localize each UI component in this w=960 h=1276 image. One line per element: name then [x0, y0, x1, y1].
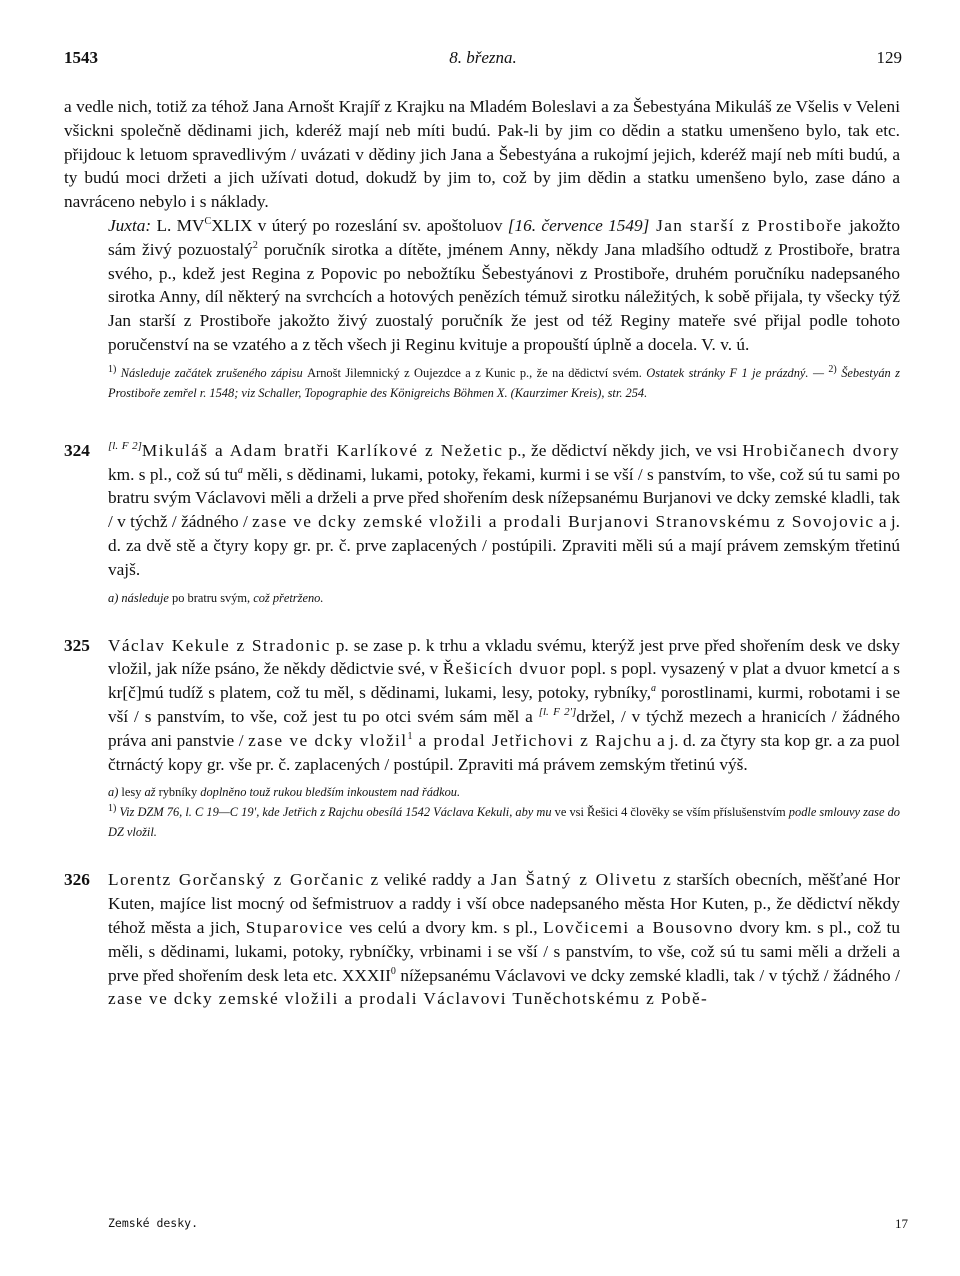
sheet-number: 17 [895, 1216, 908, 1231]
sale-phrase: zase ve dcky zemské vložili a prodali Burjanovi Stranovskému z Sovojovic [252, 512, 875, 532]
folio-ref: [l. F 2] [108, 440, 142, 452]
juxta-person: Jan starší z Prostiboře [649, 215, 850, 235]
entry-number: 326 [64, 870, 90, 890]
juxta-label: Juxta: [108, 215, 152, 235]
page-year: 1543 [64, 48, 98, 67]
entry-324: 324 [l. F 2]Mikuláš a Adam bratři Karlíkové z Nežetic p., že dědictví někdy jich, ve vsi Hrobičanech dvory km. s pl., což sú $tu^a$ měli, s dědinami, lukami, potoky, řekami, kurmi i se vší / s panstvím, to vše, což sú tu sami po bratru svým Václavovi měli a drželi a prve před shořením desk nížepsanému Burjanovi ve dcky zemské kladli, tak / v týchž / žádného / zase ve dcky zemské vložili a prodali Burjanovi Stranovskému z Sovojovic a j. d. za dvě stě a čtyry kopy gr. pr. č. prve zaplacených / postúpili. Zpraviti měli sú a mají právem zemským třetinú vajš. [64, 440, 901, 579]
place-name: Stuparovice [245, 917, 344, 937]
footnote-ref: 2 [252, 240, 258, 252]
document-body [64, 95, 900, 1011]
signature-mark: Zemské desky. [108, 1216, 199, 1230]
running-header [64, 48, 902, 78]
page-number: 129 [876, 48, 902, 67]
footnote: $^{1)}$ Viz DZM 76, l. C 19—C 19', kde Jetřich z Rajchu obesílá 1542 Václava Kekuli, aby mu ve vsi Řešici 4 člověky se vším příslušenstvím podle smlouvy zase do DZ vložil. [108, 803, 900, 840]
party-names: Lorentz Gorčanský z Gorčanic [108, 870, 365, 890]
footnotes-block [64, 588, 900, 608]
entry-number: 324 [64, 440, 90, 460]
continued-entry-text: a vedle nich, totiž za téhož Jana Arnošt Krajíř z Krajku na Mladém Boleslavi a za Šebestyána Mikuláš ze Všelis v Veleni všickni společně dědinami jich, kderéž mají neb míti budú. Pak-li by jim co dědin a statku umenšeno bylo, tak etc. přijdouc k letuom spravedlivým / uvázati v dědiny jich Jana a Šebestyána a rukojmí jejich, kderéž mají neb míti budú, a ty budú moci držeti a jich užívati dotud, dokudž by jim to, což by jim dědin a statku umenšeno bylo, zase dáno a navráceno nebylo i s náklady. [64, 97, 900, 212]
juxta-date: [16. července 1549] [507, 215, 650, 235]
footnote: a) následuje po bratru svým, což přetrženo. [108, 590, 324, 605]
page-date: 8. března. [449, 48, 517, 67]
entry-326: 326 Lorentz Gorčanský z Gorčanic z veliké raddy a Jan Šatný z Olivetu z starších obecních, měšťané Hor Kuten, majíce list mocný od šefmistruov a raddy i vší obce nadepsaného města Hor Kuten, p., že dědictví někdy téhož města a jich, Stuparovice ves celú a dvory km. s pl., Lovčicemi a Bousovno dvory km. s pl., což tu měli, s dědinami, lukami, potoky, rybníčky, vrbinami i se vší / s panstvím, to vše, což sú tu sami měli a drželi a prve před shořením desk leta etc. XXXII$^0$ nížepsanému Václavovi ve dcky zemské kladli, tak / v týchž / žádného / zase ve dcky zemské vložili a prodali Václavovi Tuněchotskému z Pobě- [64, 870, 900, 1009]
entry-number: 325 [64, 635, 90, 655]
sale-phrase: zase ve dcky zemské vložili a prodali Václavovi Tuněchotskému z Pobě- [108, 989, 709, 1009]
footnote: $^{1)}$ Následuje začátek zrušeného zápisu Arnošt Jilemnický z Oujezdce a z Kunic p., že na dědictví svém. Ostatek stránky F 1 je prázdný. — $^{2)}$ Šebestyán z Prostiboře zemřel r. 1548; viz Schaller, Topographie des Königreichs Böhmen X. (Kaurzimer Kreis), str. 254. [108, 363, 901, 400]
party-names: Mikuláš a Adam bratři Karlíkové z Nežetic [141, 440, 504, 460]
folio-ref: [l. F 2'] [538, 706, 577, 719]
party-names: Jan Šatný z Olivetu [490, 870, 658, 890]
footnote: a) lesy až rybníky doplněno touž rukou bledším inkoustem nad řádkou. [108, 785, 461, 800]
juxta-paragraph: Juxta: L. $MV^CXLIX$ v úterý po rozeslání sv. apoštoluov [16. července 1549] Jan starší z Prostiboře jakožto sám živý pozuostalý$^2$ poručník sirotka a dítěte, jménem Anny, někdy Jana mladšího odtudž z Prostiboře, bratra svého, p., kdež jest Regina z Popovic po nebožtíku Šebestyánovi z Prostiboře, druhém poručníku nadepsaného sirotka Anny, díl některý na svrchcích a hotových penězích témuž sirotku náležitých, k sobě přijala, ty všecky týž Jan starší z Prostiboře jakožto živý zuostalý poručník že jest od též Reginy mateře své přijal podle tohoto poručenství na se vzatého a z těch všech ji Reginu kvituje a propouští úplně a docela. V. v. ú. [108, 215, 900, 354]
place-name: Lovčicemi a Bousovno [543, 917, 734, 937]
place-name: Hrobičanech dvory [742, 440, 901, 460]
entry-325: 325 Václav Kekule z Stradonic p. se zase p. k trhu a vkladu svému, kterýž jest prve před shořením desk ve dsky vložil, jak níže psáno, že někdy dědictvie své, v Řešicích dvuor popl. s popl. vysazený v plat a dvuor kmetcí a s kr[č]mú tudíž s platem, což tu měl, s dědinami, lukami, lesy, potoky, rybníky,$^a$ porostlinami, kurmi, robotami i se vší / s panstvím, to vše, což jest tu po otci svém sám měl a [l. F 2']držel, / v týchž mezech a hranicích / žádného práva ani panstvie / zase ve dcky vložil$^1$ a prodal Jetřichovi z Rajchu a j. d. za čtyry sta kop gr. a za puol čtrnáctý kopy gr. vše pr. č. zaplacených / postúpil. Zpraviti má právem zemským třetinú výš. [64, 635, 900, 774]
footnotes-block [64, 782, 900, 842]
party-names: Václav Kekule z Stradonic [108, 635, 331, 655]
place-name: Řešicích dvuor [442, 659, 567, 679]
footnotes-block [64, 363, 900, 403]
sale-phrase: zase ve dcky vložil [248, 730, 408, 750]
